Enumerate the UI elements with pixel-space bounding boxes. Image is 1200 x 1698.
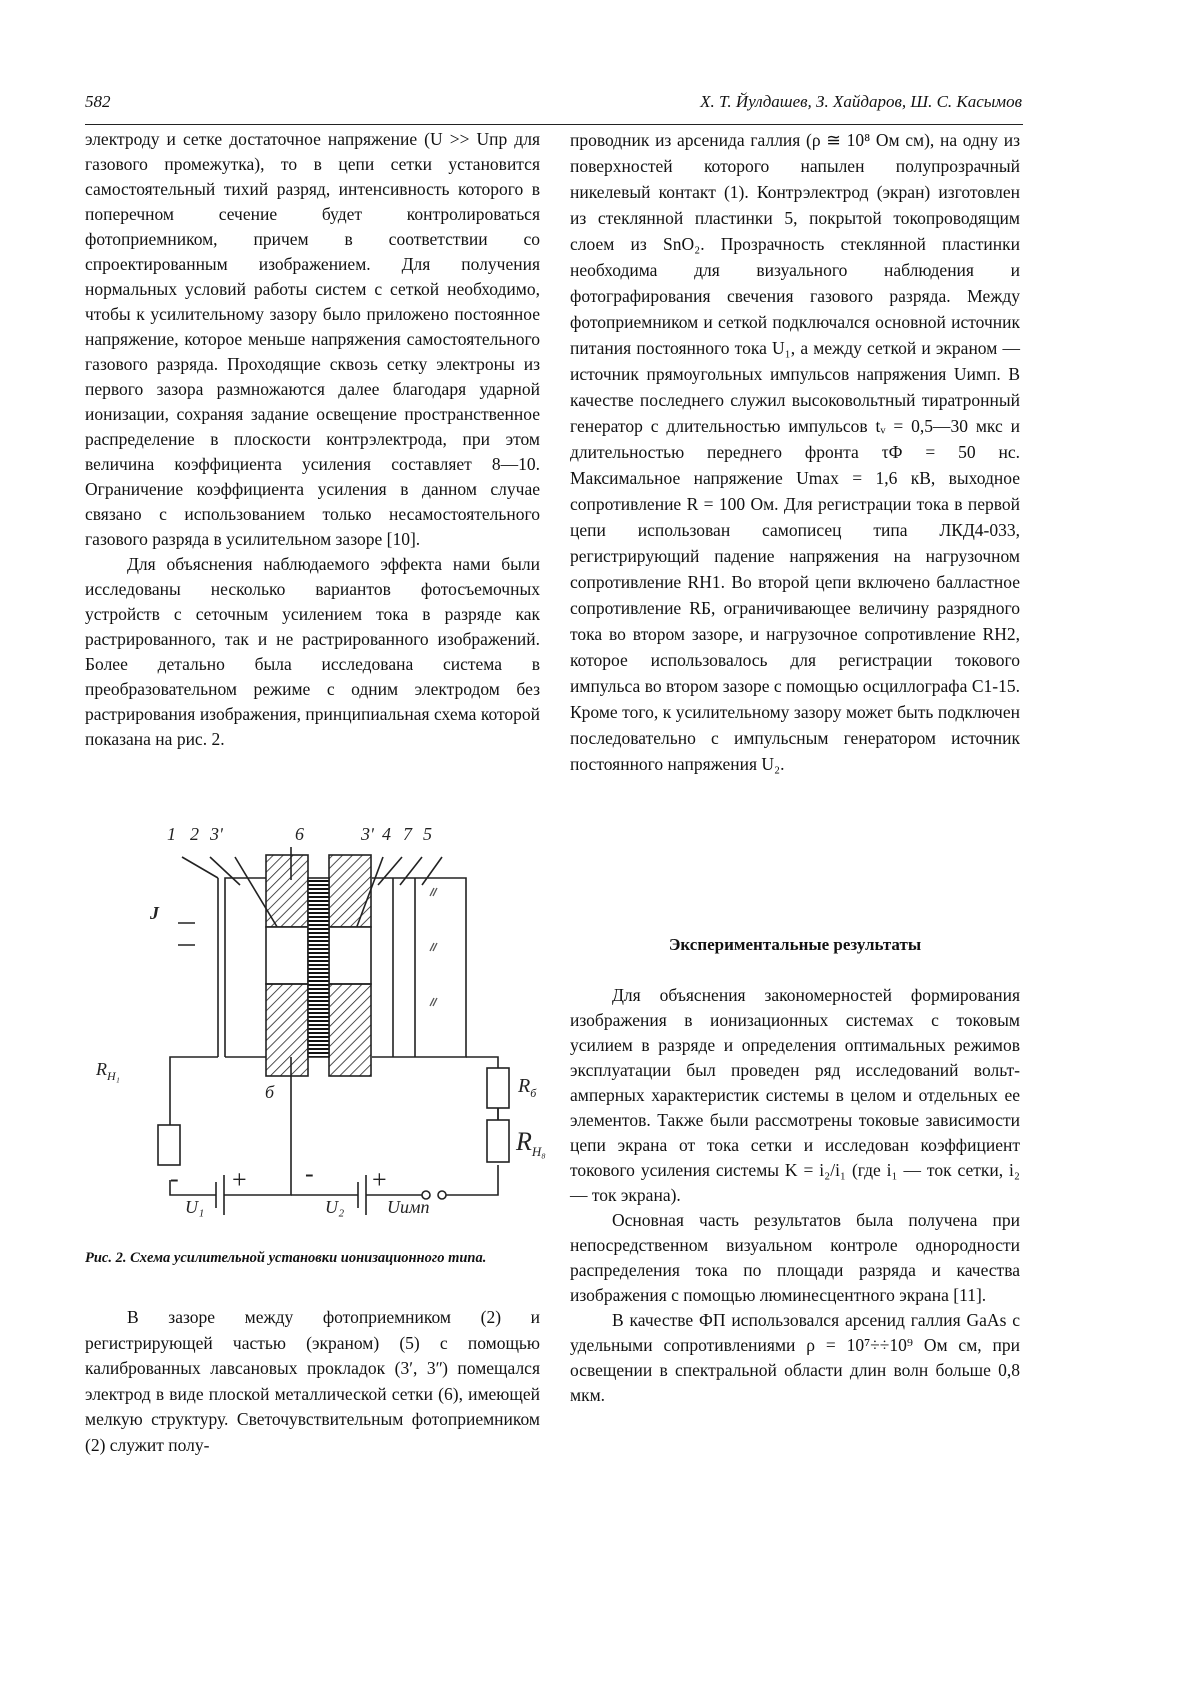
label-3b: 3ʹ <box>361 824 374 844</box>
label-U2: U₂ <box>325 1197 345 1217</box>
label-7: 7 <box>403 824 412 844</box>
resistor-R6 <box>487 1068 509 1108</box>
resistor-RH1 <box>158 1125 180 1165</box>
section-heading: Экспериментальные результаты <box>668 935 922 954</box>
paragraph: Для объяснения наблюдаемого эффекта нами были исследованы несколько вариантов фотосъемочных устройств с сеточным усилением тока в разряде как растрированного, так и не растрированного изображений. Более детально была исследована система в преобразовательном режиме с одним электродом без растрирования изображения, принципиальная схема которой показана на рис. 2. <box>85 554 540 749</box>
paragraph: проводник из арсенида галлия (ρ ≅ 10⁸ Ом см), на одну из поверхностей которого напылен полупрозрачный никелевый контакт (1). Контрэлектрод (экран) изготовлен из стеклянной пластинки 5, покрытой токопроводящим слоем из SnO₂. Прозрачность стеклянной пластинки необходима для визуального наблюдения и фотографирования свечения газового разряда. Между фотоприемником и сеткой подключался основной источник питания постоянного тока U₁, а между сеткой и экраном — источник прямоугольных импульсов напряжения Uимп. В качестве последнего служил высоковольтный тиратронный генератор с длительностью импульсов tᵥ = 0,5—30 мкс и длительностью переднего фронта τФ = 50 нс. Максимальное напряжение Umax = 1,6 кВ, выходное сопротивление R = 100 Ом. Для регистрации тока в первой цепи использован самописец типа ЛКД4-033, регистрирующий падение напряжения на нагрузочном сопротивление RH1. Во второй цепи включено балластное сопротивление RБ, ограничивающее величину разрядного тока во втором зазоре, и нагрузочное сопротивление RH2, которое использовалось для регистрации токового импульса во втором зазоре с помощью осциллографа С1-15. Кроме того, к усилительному зазору может быть подключен последовательно с импульсным генератором источник постоянного напряжения U₂. <box>570 130 1020 774</box>
label-plus-1: + <box>232 1165 247 1194</box>
right-column <box>570 127 1020 777</box>
label-R6: $R_б$ <box>518 1075 537 1100</box>
page-number: 582 <box>85 92 111 111</box>
paragraph: электроду и сетке достаточное напряжение (U >> Uпр для газового промежутка), то в цепи сетки установится самостоятельный тихий разряд, интенсивность которого в поперечном сечение будет контролироваться фотоприемником, причем в соответствии со спроектированным изображением. Для получения нормальных условий работы систем с сеткой необходимо, чтобы к усилительному зазору было приложено постоянное напряжение, которое меньше напряжения самостоятельного газового разряда. Проходящие сквозь сетку электроны из первого зазора размножаются далее благодаря ударной ионизации, сохраняя задание освещение пространственное распределение в плоскости контрэлектрода, при этом величина коэффициента усиления составляет 8—10. Ограничение коэффициента усиления в данном случае связано с использованием только несамостоятельного газового разряда в усилительном зазоре [10]. <box>85 129 540 549</box>
figure-2-circuit-diagram <box>96 820 560 1240</box>
label-4: 4 <box>382 824 391 844</box>
header-rule <box>85 124 1023 125</box>
label-3a: 3ʹ <box>210 824 223 844</box>
label-J: J <box>150 903 159 923</box>
left-column <box>85 127 540 752</box>
label-plus-2: + <box>372 1165 387 1194</box>
running-header-authors: Х. Т. Йулдашев, З. Хайдаров, Ш. С. Касымов <box>700 92 1022 111</box>
label-RH1: $R_{H_1}$ <box>96 1059 120 1083</box>
label-U1: U₁ <box>185 1197 205 1217</box>
label-1: 1 <box>167 824 176 844</box>
label-2: 2 <box>190 824 199 844</box>
label-RH8: $R_{H_8}$ <box>516 1127 546 1159</box>
label-6: 6 <box>295 824 304 844</box>
circuit-lines <box>158 847 509 1215</box>
paragraph: Основная часть результатов была получена при непосредственном визуальном контроле однородности распределения тока по площади разряда и качества изображения с помощью люминесцентного экрана [11]. <box>570 1210 1020 1305</box>
label-Uimp: Uимп <box>387 1197 430 1217</box>
paragraph: В качестве ФП использовался арсенид галлия GaAs с удельными сопротивлениями ρ = 10⁷÷÷10⁹ Ом см, при освещении в спектральной области длин волн больше 0,8 мкм. <box>570 1310 1020 1405</box>
figure-caption: Рис. 2. Схема усилительной установки ионизационного типа. <box>85 1250 487 1266</box>
label-5: 5 <box>423 824 432 844</box>
resistor-RH8 <box>487 1120 509 1162</box>
glass-marks <box>430 888 437 1006</box>
paragraph: Для объяснения закономерностей формирования изображения в ионизационных системах с токовым усилием в разряде и определения оптимальных режимов эксплуатации был проведен ряд исследований вольт-амперных характеристик системы в целом и отдельных ее элементов. Также были рассмотрены токовые зависимости цепи экрана от тока сетки и исследован коэффициент токового усиления системы K = i₂/i₁ (где i₁ — ток сетки, i₂ — ток экрана). <box>570 985 1020 1205</box>
paragraph: В зазоре между фотоприемником (2) и регистрирующей частью (экраном) (5) с помощью калиброванных лавсановых прокладок (3ʹ, 3ʺ) помещался электрод в виде плоской металлической сетки (6), имеющей мелкую структуру. Светочувствительным фотоприемником (2) служит полу- <box>85 1307 540 1455</box>
label-minus-2: - <box>305 1159 314 1188</box>
left-column-bottom <box>85 1305 540 1459</box>
label-b: б <box>265 1082 275 1102</box>
right-column-bottom <box>570 983 1020 1408</box>
label-minus-1: - <box>170 1164 179 1193</box>
